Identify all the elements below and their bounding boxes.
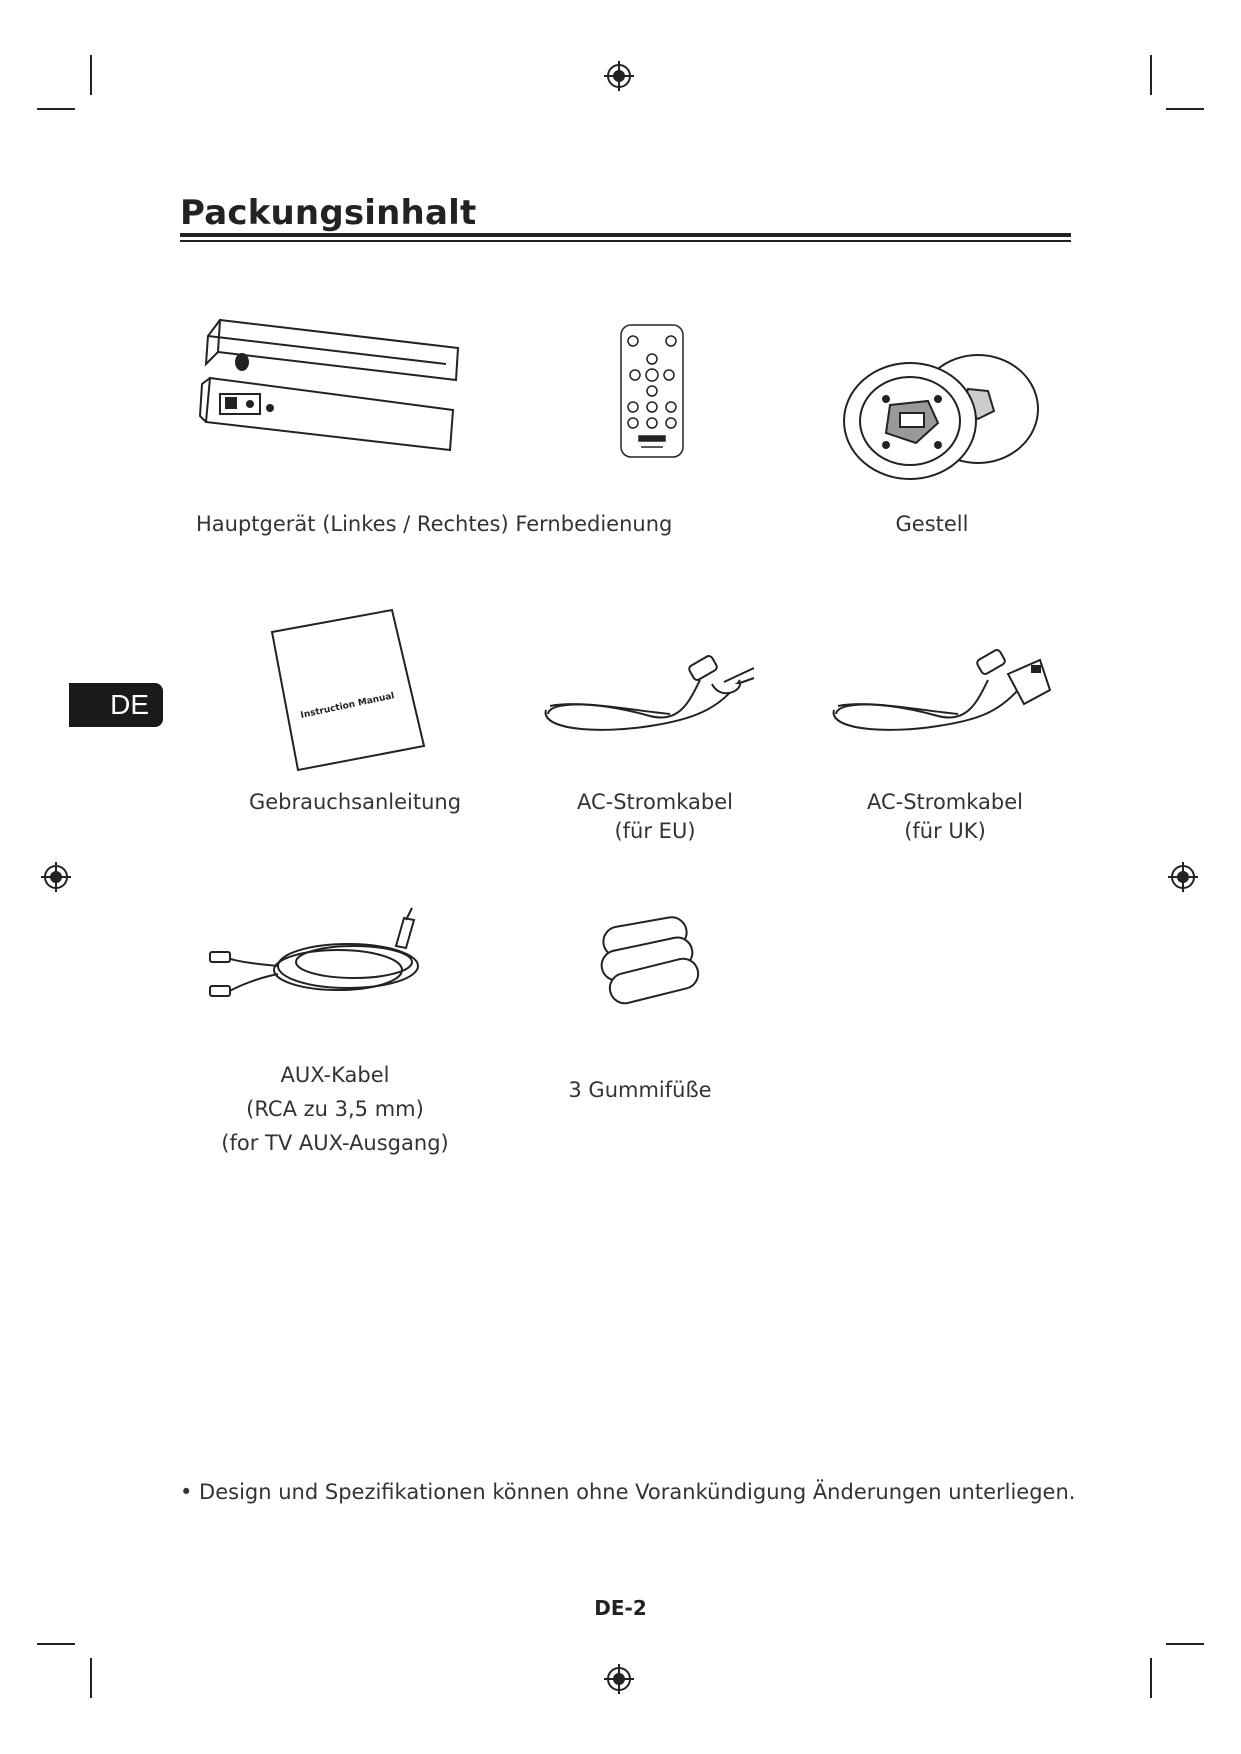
crop-mark-br-v — [1150, 1658, 1152, 1698]
registration-mark-left-icon — [41, 862, 71, 892]
remote-control-illustration — [619, 323, 685, 459]
footer-note: • Design und Spezifikationen können ohne Vorankündigung Änderungen unterliegen. — [180, 1480, 1076, 1504]
registration-mark-bottom-icon — [604, 1664, 634, 1694]
manual-cover-text: Instruction Manual — [299, 691, 396, 721]
ac-cable-uk-illustration — [828, 640, 1054, 736]
crop-mark-tl-h — [37, 108, 75, 110]
stand-illustration — [838, 353, 1044, 481]
registration-mark-right-icon — [1168, 862, 1198, 892]
crop-mark-tr-h — [1166, 108, 1204, 110]
label-rubber-feet: 3 Gummifüße — [568, 1078, 712, 1102]
main-unit-illustration — [198, 318, 468, 458]
crop-mark-br-h — [1166, 1643, 1204, 1645]
aux-cable-illustration — [208, 906, 434, 1008]
crop-mark-tl-v — [90, 55, 92, 95]
rubber-feet-illustration — [595, 918, 707, 1006]
page-number: DE-2 — [594, 1596, 647, 1620]
label-ac-cable-eu: AC-Stromkabel (für EU) — [576, 790, 734, 843]
label-main-unit-remote: Hauptgerät (Linkes / Rechtes) Fernbedienung — [196, 512, 673, 536]
label-manual: Gebrauchsanleitung — [248, 790, 462, 814]
page-title: Packungsinhalt — [180, 193, 477, 233]
registration-mark-top-icon — [604, 61, 634, 91]
language-tab: DE — [69, 683, 163, 727]
title-rule-thin — [180, 240, 1071, 242]
label-stand: Gestell — [895, 512, 969, 536]
instruction-manual-illustration — [268, 608, 428, 772]
ac-cable-eu-illustration — [540, 640, 766, 736]
title-rule-thick — [180, 233, 1071, 237]
crop-mark-tr-v — [1150, 55, 1152, 95]
label-aux-cable: AUX-Kabel (RCA zu 3,5 mm) (for TV AUX-Ausgang) — [221, 1063, 449, 1155]
crop-mark-bl-h — [37, 1643, 75, 1645]
label-ac-cable-uk: AC-Stromkabel (für UK) — [866, 790, 1024, 843]
crop-mark-bl-v — [90, 1658, 92, 1698]
